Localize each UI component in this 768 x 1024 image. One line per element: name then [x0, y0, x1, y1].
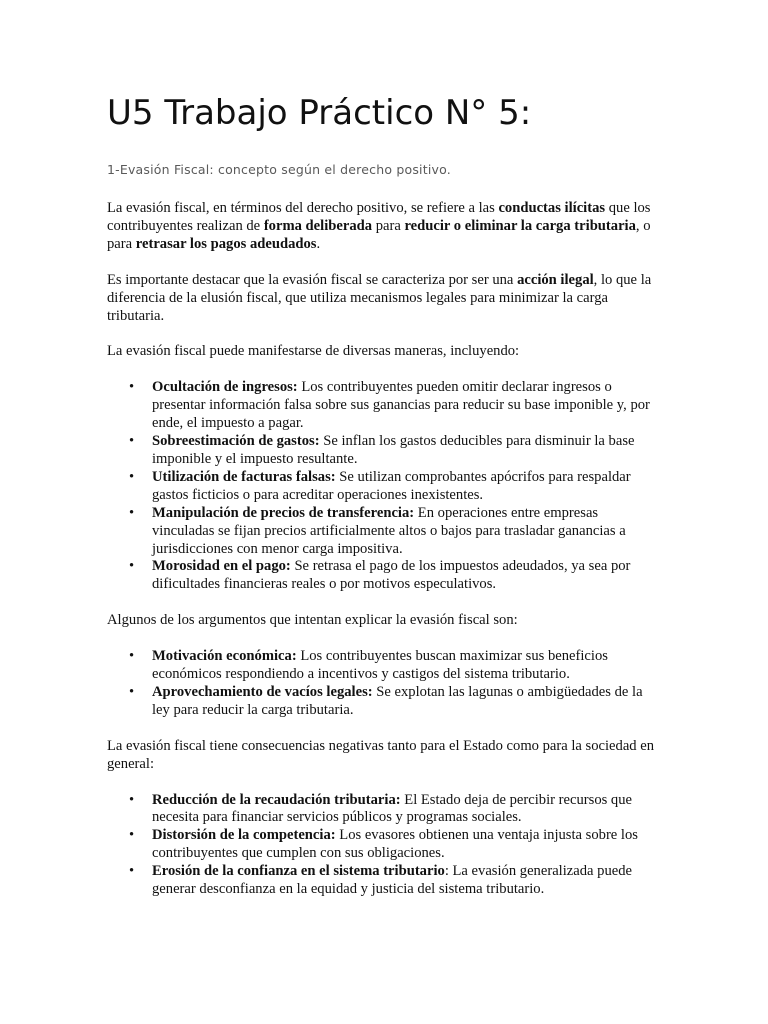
list-item: [152, 469, 663, 505]
bold-text: forma deliberada: [263, 217, 373, 234]
paragraph-text: , o para: [107, 217, 651, 252]
list-item: [152, 379, 663, 433]
bold-text: conductas ilícitas: [498, 200, 606, 216]
list-item: [152, 433, 663, 469]
list-item-text: Los contribuyentes pueden omitir declarar ingresos o presentar información falsa sobre sus ganancias para reducir su base imponible y, por ende, el impuesto a pagar.: [152, 379, 650, 432]
list-item: [152, 827, 663, 863]
list-item-term: Aprovechamiento de vacíos legales:: [152, 683, 373, 700]
paragraph-arguments-intro: Algunos de los argumentos que intentan explicar la evasión fiscal son:: [107, 612, 518, 629]
list-item-text: Se explotan las lagunas o ambigüedades de la ley para reducir la carga tributaria.: [152, 683, 643, 718]
list-item-text: Los contribuyentes buscan maximizar sus beneficios económicos respondiendo a incentivos y castigos del sistema tributario.: [152, 648, 608, 683]
list-item-term: Erosión de la confianza en el sistema tributario: [152, 863, 445, 880]
list-item: [152, 792, 663, 828]
paragraph-forms-intro: La evasión fiscal puede manifestarse de diversas maneras, incluyendo:: [107, 343, 520, 360]
document-body: [107, 200, 663, 917]
list-item-text: El Estado deja de percibir recursos que necesita para financiar servicios públicos y programas sociales.: [152, 791, 633, 826]
list-item-term: Reducción de la recaudación tributaria:: [152, 791, 401, 808]
paragraph-text: para: [372, 217, 405, 234]
list-item-term: Ocultación de ingresos:: [152, 379, 298, 396]
bold-text: reducir o eliminar la carga tributaria: [404, 217, 636, 234]
list-item-term: Distorsión de la competencia:: [152, 827, 336, 844]
list-item: [152, 648, 663, 684]
list-item-text: En operaciones entre empresas vinculadas se fijan precios artificialmente altos o bajos para trasladar ganancias a jurisdicciones con menor carga impositiva.: [152, 504, 626, 557]
bold-text: acción ilegal: [517, 271, 594, 288]
paragraph-text: , lo que la diferencia de la elusión fiscal, que utiliza mecanismos legales para minimizar la carga tributaria.: [107, 271, 652, 324]
list-item-term: Manipulación de precios de transferencia:: [152, 504, 415, 521]
paragraph-text: Es importante destacar que la evasión fiscal se caracteriza por ser una: [107, 271, 518, 288]
paragraph-consequences-intro: La evasión fiscal tiene consecuencias negativas tanto para el Estado como para la sociedad en general:: [107, 737, 655, 772]
list-item: [152, 684, 663, 720]
section-subtitle: 1-Evasión Fiscal: concepto según el derecho positivo.: [107, 162, 451, 177]
bold-text: retrasar los pagos adeudados: [135, 235, 317, 252]
paragraph-text: .: [316, 235, 321, 252]
list-arguments: [107, 648, 663, 720]
paragraph-text: La evasión fiscal, en términos del derecho positivo, se refiere a las: [107, 200, 499, 216]
list-item-text: Se utilizan comprobantes apócrifos para respaldar gastos ficticios o para acreditar operaciones inexistentes.: [152, 468, 631, 503]
list-item: [152, 863, 663, 899]
paragraph-text: que los contribuyentes realizan de: [107, 200, 651, 234]
paragraph-illegal-action: [107, 272, 663, 326]
list-consequences: [107, 792, 663, 899]
list-item-term: Motivación económica:: [152, 648, 297, 665]
list-item: [152, 505, 663, 559]
list-item-term: Sobreestimación de gastos:: [152, 433, 320, 450]
list-item-term: Morosidad en el pago:: [152, 558, 291, 575]
list-item-text: Se retrasa el pago de los impuestos adeudados, ya sea por dificultades financieras reales o por motivos especulativos.: [152, 558, 631, 593]
list-forms: [107, 379, 663, 594]
list-item: [152, 558, 663, 594]
paragraph-definition: [107, 200, 663, 254]
list-item-text: Los evasores obtienen una ventaja injusta sobre los contribuyentes que cumplen con sus obligaciones.: [152, 827, 638, 862]
list-item-text: : La evasión generalizada puede generar desconfianza en la equidad y justicia del sistema tributario.: [152, 863, 633, 898]
page-title: U5 Trabajo Práctico N° 5:: [107, 93, 532, 133]
list-item-term: Utilización de facturas falsas:: [152, 468, 336, 485]
list-item-text: Se inflan los gastos deducibles para disminuir la base imponible y el impuesto resultante.: [152, 433, 635, 467]
